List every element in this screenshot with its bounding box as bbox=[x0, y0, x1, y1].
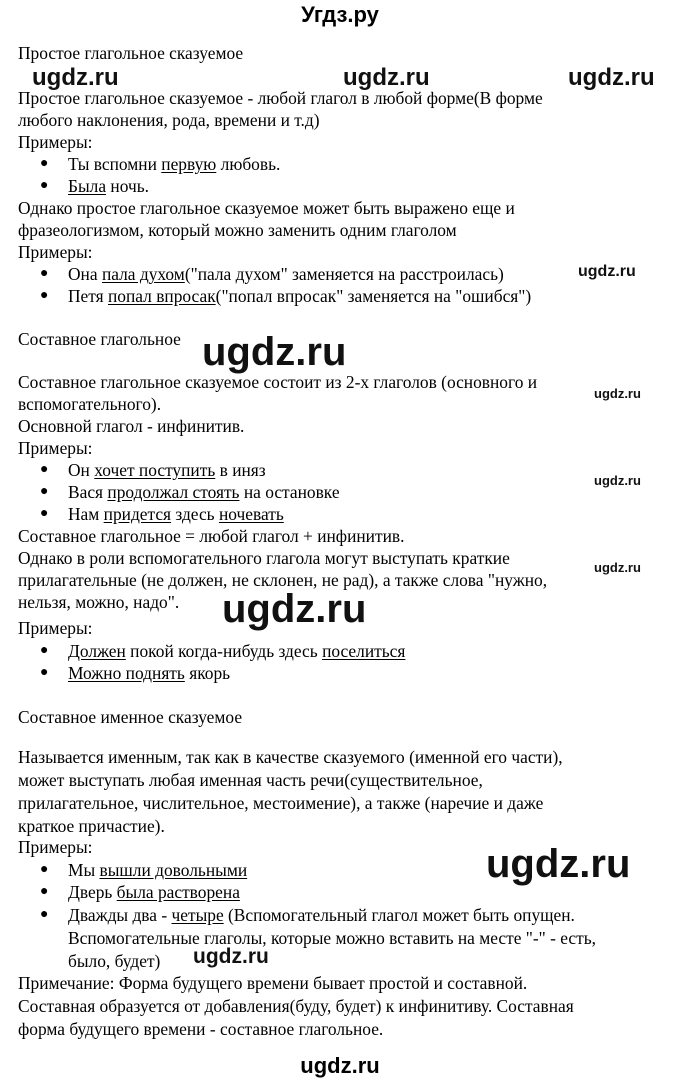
bullet-icon: ● bbox=[40, 178, 49, 193]
watermark: ugdz.ru bbox=[222, 587, 367, 631]
site-footer: ugdz.ru bbox=[300, 1053, 380, 1078]
paragraph: прилагательное, числительное, местоимение), а также (наречие и даже bbox=[18, 793, 544, 813]
bullet-icon: ● bbox=[40, 884, 49, 899]
paragraph: Составное глагольное сказуемое состоит из 2-х глаголов (основного и bbox=[18, 372, 538, 392]
list-item: Можно поднять якорь bbox=[68, 663, 231, 683]
paragraph: Основной глагол - инфинитив. bbox=[18, 416, 245, 436]
paragraph: Примечание: Форма будущего времени бывает простой и составной. bbox=[18, 973, 528, 993]
examples-label: Примеры: bbox=[18, 837, 93, 857]
list-item-continuation: было, будет) bbox=[68, 951, 161, 971]
watermark: ugdz.ru bbox=[594, 473, 641, 488]
bullet-icon: ● bbox=[40, 484, 49, 499]
section-title: Простое глагольное сказуемое bbox=[18, 43, 244, 63]
paragraph: Однако в роли вспомогательного глагола могут выступать краткие bbox=[18, 548, 510, 568]
bullet-icon: ● bbox=[40, 156, 49, 171]
examples-label: Примеры: bbox=[18, 618, 93, 638]
bullet-icon: ● bbox=[40, 462, 49, 477]
list-item: Она пала духом("пала духом" заменяется на расстроилась) bbox=[68, 264, 504, 284]
paragraph: Составное глагольное = любой глагол + инфинитив. bbox=[18, 526, 405, 546]
watermark: ugdz.ru bbox=[568, 64, 655, 91]
list-item: Дверь была растворена bbox=[68, 882, 240, 902]
bullet-icon: ● bbox=[40, 506, 49, 521]
paragraph: Однако простое глагольное сказуемое может быть выражено еще и bbox=[18, 198, 515, 218]
list-item: Вася продолжал стоять на остановке bbox=[68, 482, 340, 502]
bullet-icon: ● bbox=[40, 862, 49, 877]
examples-label: Примеры: bbox=[18, 132, 93, 152]
list-item: Дважды два - четыре (Вспомогательный глагол может быть опущен. bbox=[68, 905, 575, 925]
paragraph: нельзя, можно, надо". bbox=[18, 592, 180, 612]
list-item: Должен покой когда-нибудь здесь поселиться bbox=[68, 641, 406, 661]
paragraph: краткое причастие). bbox=[18, 816, 165, 836]
list-item: Мы вышли довольными bbox=[68, 860, 248, 880]
watermark: ugdz.ru bbox=[594, 386, 641, 401]
paragraph: Составная образуется от добавления(буду, будет) к инфинитиву. Составная bbox=[18, 996, 574, 1016]
paragraph: вспомогательного). bbox=[18, 394, 162, 414]
bullet-icon: ● bbox=[40, 266, 49, 281]
paragraph: любого наклонения, рода, времени и т.д) bbox=[18, 110, 320, 130]
watermark: ugdz.ru bbox=[343, 64, 430, 91]
examples-label: Примеры: bbox=[18, 438, 93, 458]
section-title: Составное глагольное bbox=[18, 329, 181, 349]
bullet-icon: ● bbox=[40, 907, 49, 922]
paragraph: прилагательные (не должен, не склонен, не рад), а также слова "нужно, bbox=[18, 570, 548, 590]
paragraph: может выступать любая именная часть речи(существительное, bbox=[18, 770, 483, 790]
paragraph: форма будущего времени - составное глагольное. bbox=[18, 1019, 384, 1039]
bullet-icon: ● bbox=[40, 643, 49, 658]
list-item-continuation: Вспомогательные глаголы, которые можно вставить на месте "-" - есть, bbox=[68, 928, 597, 948]
list-item: Ты вспомни первую любовь. bbox=[68, 154, 281, 174]
watermark: ugdz.ru bbox=[594, 560, 641, 575]
watermark: ugdz.ru bbox=[193, 945, 269, 968]
site-header: Угдз.ру bbox=[301, 2, 379, 27]
bullet-icon: ● bbox=[40, 665, 49, 680]
examples-label: Примеры: bbox=[18, 242, 93, 262]
paragraph: Простое глагольное сказуемое - любой глагол в любой форме(В форме bbox=[18, 88, 543, 108]
watermark: ugdz.ru bbox=[202, 330, 347, 374]
list-item: Петя попал впросак("попал впросак" заменяется на "ошибся") bbox=[68, 286, 532, 306]
list-item: Была ночь. bbox=[68, 176, 150, 196]
watermark: ugdz.ru bbox=[486, 842, 631, 886]
paragraph: фразеологизмом, который можно заменить одним глаголом bbox=[18, 220, 457, 240]
list-item: Он хочет поступить в иняз bbox=[68, 460, 266, 480]
list-item: Нам придется здесь ночевать bbox=[68, 504, 284, 524]
bullet-icon: ● bbox=[40, 288, 49, 303]
watermark: ugdz.ru bbox=[578, 263, 636, 280]
paragraph: Называется именным, так как в качестве сказуемого (именной его части), bbox=[18, 747, 563, 767]
section-title: Составное именное сказуемое bbox=[18, 707, 243, 727]
watermark: ugdz.ru bbox=[32, 64, 119, 91]
